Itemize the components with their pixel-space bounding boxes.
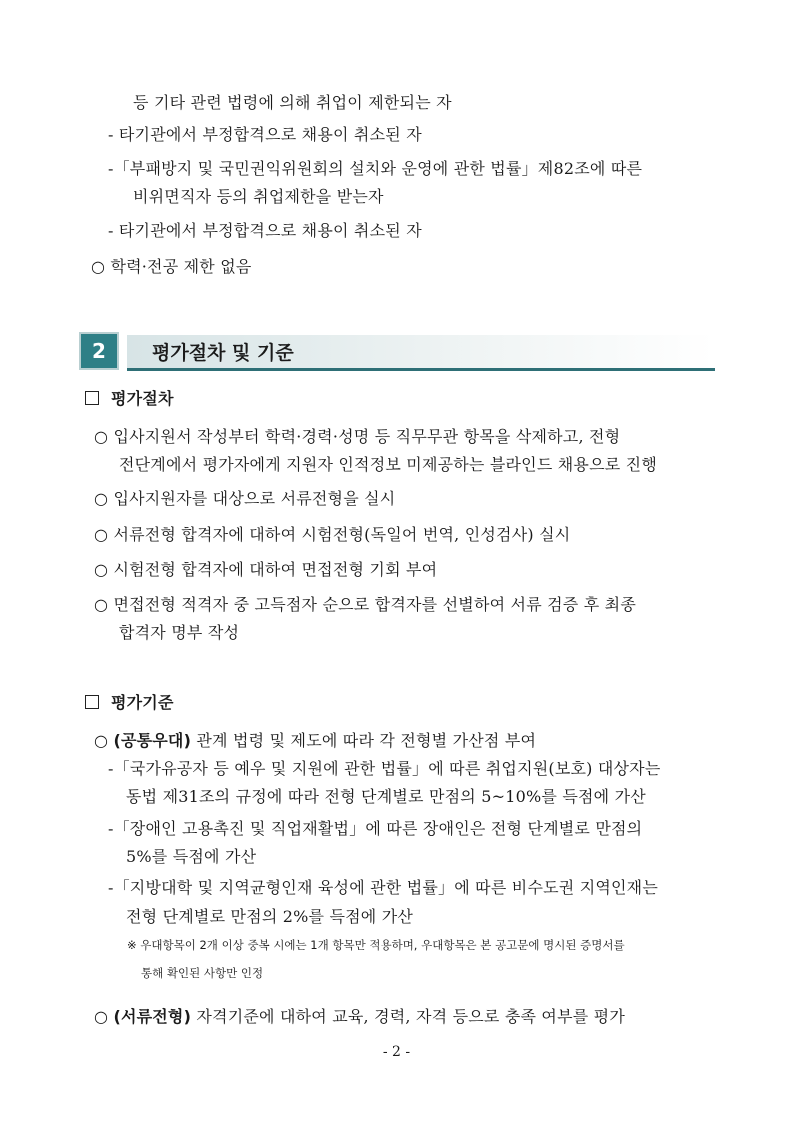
subsection-heading-text: 평가절차	[111, 389, 174, 408]
text-line: ○ 학력·전공 제한 없음	[91, 257, 252, 276]
item-text: 자격기준에 대하여 교육, 경력, 자격 등으로 충족 여부를 평가	[191, 1007, 625, 1026]
text-line: 등 기타 관련 법령에 의해 취업이 제한되는 자	[133, 93, 452, 112]
list-item	[94, 1006, 625, 1028]
list-item: ○ 시험전형 합격자에 대하여 면접전형 기회 부여	[94, 560, 438, 579]
checkbox-square-icon	[85, 391, 99, 405]
list-item: 합격자 명부 작성	[119, 623, 240, 642]
sub-item: -「장애인 고용촉진 및 직업재활법」에 따른 장애인은 전형 단계별로 만점의	[108, 819, 643, 838]
note-text: 통해 확인된 사항만 인정	[141, 966, 264, 980]
text-line: - 타기관에서 부정합격으로 채용이 취소된 자	[108, 221, 422, 240]
page-number: - 2 -	[382, 1044, 411, 1060]
bullet: ○	[94, 1007, 114, 1026]
item-text: 관계 법령 및 제도에 따라 각 전형별 가산점 부여	[191, 731, 537, 750]
note-text: ※ 우대항목이 2개 이상 중복 시에는 1개 항목만 적용하며, 우대항목은 본 공고문에 명시된 증명서를	[127, 938, 625, 952]
sub-item: 동법 제31조의 규정에 따라 전형 단계별로 만점의 5~10%를 득점에 가산	[126, 787, 646, 806]
list-item: ○ 서류전형 합격자에 대하여 시험전형(독일어 번역, 인성검사) 실시	[94, 525, 571, 544]
section-number: 2	[79, 332, 119, 370]
text-line: 비위면직자 등의 취업제한을 받는자	[133, 187, 384, 206]
sub-item: -「지방대학 및 지역균형인재 육성에 관한 법률」에 따른 비수도권 지역인재는	[108, 878, 658, 897]
list-item: ○ 입사지원자를 대상으로 서류전형을 실시	[94, 489, 396, 508]
checkbox-square-icon	[85, 695, 99, 709]
item-label: (서류전형)	[113, 1007, 192, 1026]
list-item	[94, 730, 536, 752]
list-item: ○ 면접전형 적격자 중 고득점자 순으로 합격자를 선별하여 서류 검증 후 최종	[94, 595, 636, 614]
list-item: 전단계에서 평가자에게 지원자 인적정보 미제공하는 블라인드 채용으로 진행	[119, 455, 657, 474]
sub-item: -「국가유공자 등 예우 및 지원에 관한 법률」에 따른 취업지원(보호) 대상자는	[108, 759, 661, 778]
subsection-heading	[85, 692, 174, 714]
subsection-heading-text: 평가기준	[111, 693, 174, 712]
item-label: (공통우대)	[113, 731, 192, 750]
text-line: -「부패방지 및 국민권익위원회의 설치와 운영에 관한 법률」제82조에 따른	[108, 159, 643, 178]
section-title: 평가절차 및 기준	[152, 342, 294, 364]
list-item: ○ 입사지원서 작성부터 학력·경력·성명 등 직무무관 항목을 삭제하고, 전형	[94, 427, 621, 446]
text-line: - 타기관에서 부정합격으로 채용이 취소된 자	[108, 125, 422, 144]
bullet: ○	[94, 731, 114, 750]
sub-item: 전형 단계별로 만점의 2%를 득점에 가산	[126, 907, 414, 926]
sub-item: 5%를 득점에 가산	[126, 847, 257, 866]
subsection-heading	[85, 388, 174, 410]
